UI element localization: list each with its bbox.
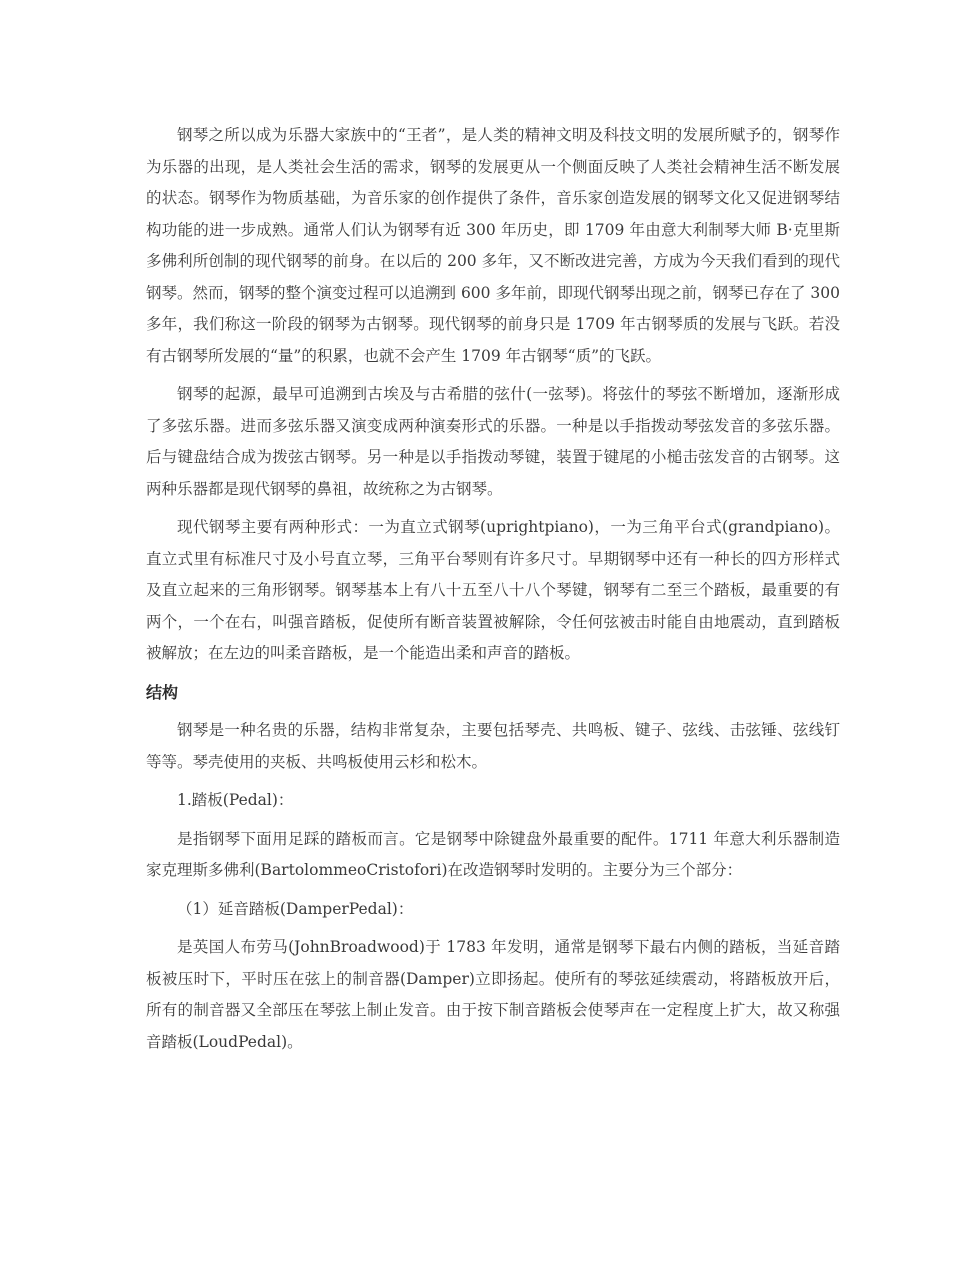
pedal-paragraph: 是指钢琴下面用足踩的踏板而言。它是钢琴中除键盘外最重要的配件。1711 年意大利乐器制造家克理斯多佛利(BartolommeoCristofori)在改造钢琴时发明的。主要分为三个部分： xyxy=(146,829,840,879)
intro-paragraph-forms: 现代钢琴主要有两种形式：一为直立式钢琴(uprightpiano)，一为三角平台式(grandpiano)。直立式里有标准尺寸及小号直立琴，三角平台琴则有许多尺寸。早期钢琴中还有一种长的四方形样式及直立起来的三角形钢琴。钢琴基本上有八十五至八十八个琴键，钢琴有二至三个踏板，最重要的有两个，一个在右，叫强音踏板，促使所有断音装置被解除，令任何弦被击时能自由地震动，直到踏板被解放；在左边的叫柔音踏板，是一个能造出柔和声音的踏板。 xyxy=(146,518,840,662)
intro-paragraph-history: 钢琴之所以成为乐器大家族中的“王者”，是人类的精神文明及科技文明的发展所赋予的，钢琴作为乐器的出现，是人类社会生活的需求，钢琴的发展更从一个侧面反映了人类社会精神生活不断发展的状态。钢琴作为物质基础，为音乐家的创作提供了条件，音乐家创造发展的钢琴文化又促进钢琴结构功能的进一步成熟。通常人们认为钢琴有近 300 年历史，即 1709 年由意大利制琴大师 B·克里斯多佛利所创制的现代钢琴的前身。在以后的 200 多年，又不断改进完善，方成为今天我们看到的现代钢琴。然而，钢琴的整个演变过程可以追溯到 600 多年前，即现代钢琴出现之前，钢琴已存在了 300 多年，我们称这一阶段的钢琴为古钢琴。现代钢琴的前身只是 1709 年古钢琴质的发展与飞跃。若没有古钢琴所发展的“量”的积累，也就不会产生 1709 年古钢琴“质”的飞跃。 xyxy=(146,126,840,365)
intro-paragraph-origin: 钢琴的起源，最早可追溯到古埃及与古希腊的弦什(一弦琴)。将弦什的琴弦不断增加，逐渐形成了多弦乐器。进而多弦乐器又演变成两种演奏形式的乐器。一种是以手指拨动琴弦发音的多弦乐器。后与键盘结合成为拨弦古钢琴。另一种是以手指拨动琴键，装置于键尾的小槌击弦发音的古钢琴。这两种乐器都是现代钢琴的鼻祖，故统称之为古钢琴。 xyxy=(146,385,840,498)
damper-pedal-paragraph: 是英国人布劳马(JohnBroadwood)于 1783 年发明，通常是钢琴下最右内侧的踏板，当延音踏板被压时下，平时压在弦上的制音器(Damper)立即扬起。使所有的琴弦延续震动，将踏板放开后，所有的制音器又全部压在琴弦上制止发音。由于按下制音踏板会使琴声在一定程度上扩大，故又称强音踏板(LoudPedal)。 xyxy=(146,938,840,1051)
structure-paragraph: 钢琴是一种名贵的乐器，结构非常复杂，主要包括琴壳、共鸣板、键子、弦线、击弦锤、弦线钉等等。琴壳使用的夹板、共鸣板使用云杉和松木。 xyxy=(146,721,840,771)
section-heading-structure: 结构 xyxy=(146,682,179,702)
pedal-subheading: 1.踏板(Pedal)： xyxy=(177,791,294,809)
document-body xyxy=(146,120,840,1065)
damper-pedal-subheading: （1）延音踏板(DamperPedal)： xyxy=(177,899,414,918)
